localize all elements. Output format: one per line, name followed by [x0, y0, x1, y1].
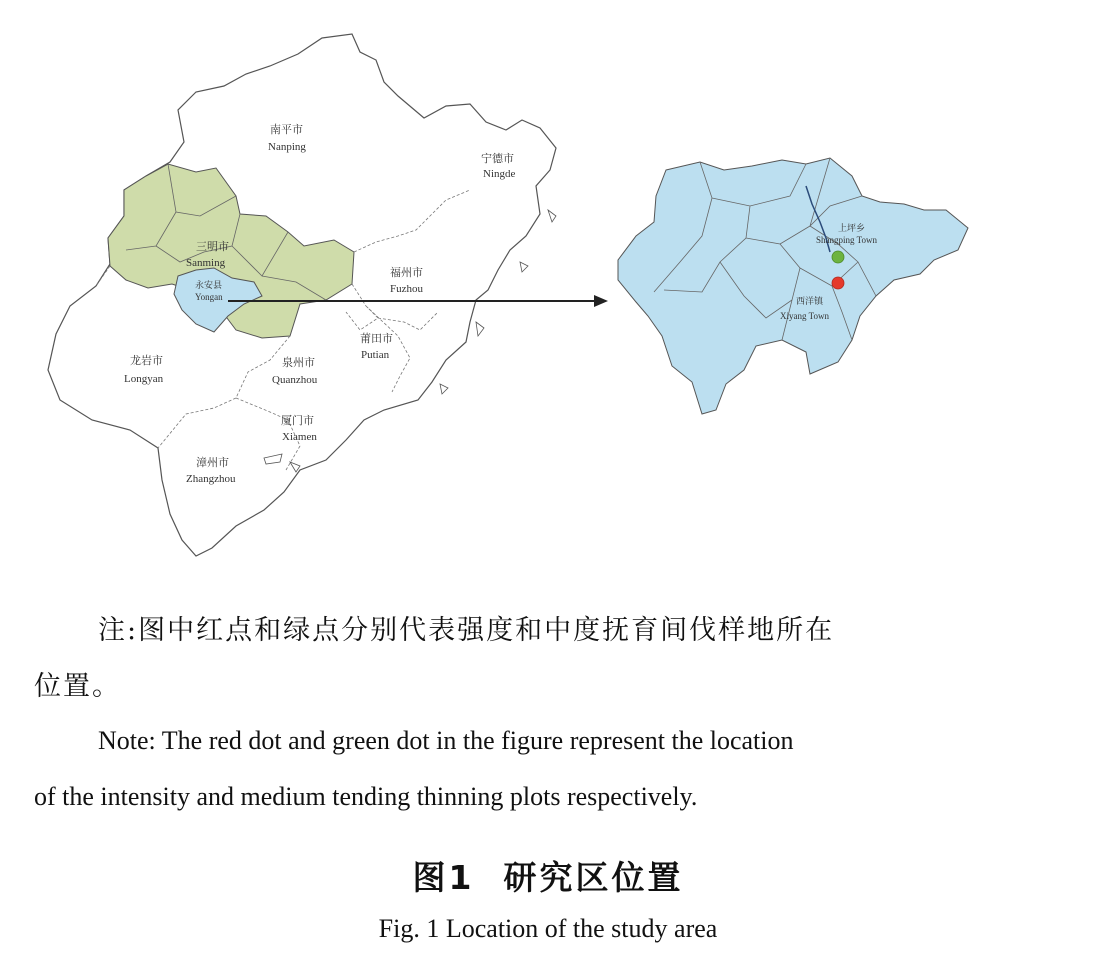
label-nanping-en: Nanping	[268, 141, 306, 153]
note-chinese-line-2: 位置。	[34, 671, 121, 702]
label-putian-zh: 莆田市	[360, 332, 393, 345]
label-longyan-zh: 龙岩市	[130, 354, 163, 367]
label-longyan-en: Longyan	[124, 373, 164, 385]
red-dot-intensity-plot	[832, 277, 844, 289]
note-english-line-2: of the intensity and medium tending thinning plots respectively.	[34, 782, 698, 811]
figure-title-chinese: 图1 研究区位置	[412, 858, 684, 897]
label-ningde-en: Ningde	[483, 168, 516, 180]
label-xiyang-en: Xiyang Town	[780, 311, 829, 321]
label-yongan-en: Yongan	[195, 292, 223, 302]
label-shangping-en: Shangping Town	[816, 235, 877, 245]
label-xiamen-zh: 厦门市	[281, 414, 314, 427]
note-english-line-1: Note: The red dot and green dot in the figure represent the location	[98, 726, 794, 755]
label-xiyang-zh: 西洋镇	[796, 297, 824, 307]
label-putian-en: Putian	[361, 349, 390, 361]
yongan-detail-map	[618, 158, 968, 414]
green-dot-medium-plot	[832, 251, 844, 263]
label-sanming-zh: 三明市	[196, 240, 229, 253]
zoom-arrow-head	[594, 295, 608, 307]
label-nanping-zh: 南平市	[270, 123, 303, 136]
label-quanzhou-en: Quanzhou	[272, 374, 318, 386]
note-chinese-line-1: 注:图中红点和绿点分别代表强度和中度抚育间伐样地所在	[98, 615, 835, 646]
label-shangping-zh: 上坪乡	[838, 224, 866, 234]
figure-title-english: Fig. 1 Location of the study area	[378, 914, 718, 943]
label-zhangzhou-zh: 漳州市	[196, 456, 229, 469]
label-quanzhou-zh: 泉州市	[282, 356, 315, 369]
label-xiamen-en: Xiamen	[282, 431, 317, 443]
label-sanming-en: Sanming	[186, 257, 226, 269]
label-yongan-zh: 永安县	[195, 281, 223, 291]
label-fuzhou-en: Fuzhou	[390, 283, 423, 295]
label-zhangzhou-en: Zhangzhou	[186, 473, 236, 485]
label-fuzhou-zh: 福州市	[390, 266, 423, 279]
label-ningde-zh: 宁德市	[481, 152, 514, 165]
